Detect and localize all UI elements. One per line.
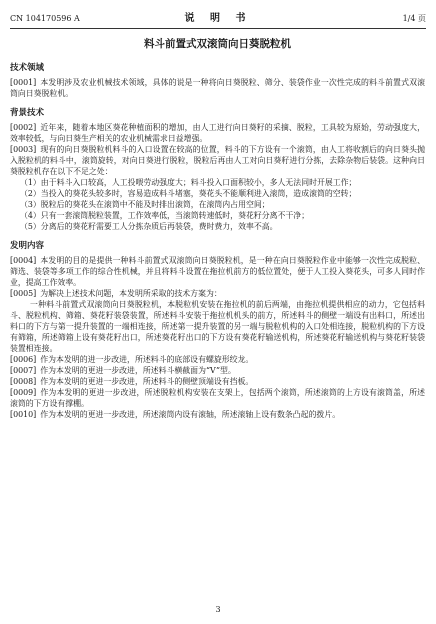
paragraph-number: [0003] <box>10 145 37 154</box>
paragraph-text: 本发明涉及农业机械技术领域，具体的说是一种将向日葵脱粒、筛分、装袋作业一次性完成的料斗前置式双滚筒向日葵脱粒机。 <box>10 78 425 98</box>
paragraph-0005-continued: 一种料斗前置式双滚筒向日葵脱粒机，本脱粒机安装在拖拉机的前后两端，由拖拉机提供相应的动力，它包括料斗、脱粒机构、筛箱、葵花籽装袋装置，所述料斗安装于拖拉机机头的前方，所述料斗的侧壁一端设有出料口，所述出料口的下方与第一提升装置的一端相连接，所述第一提升装置的另一端与脱粒机构的入口处相连接，脱粒机构的下方设有筛箱，所述筛箱上设有葵花籽出口，所述葵花籽出口的下方设有葵花籽输送机构，所述葵花籽输送机构与葵花籽装袋装置相连接。 <box>10 300 425 353</box>
paragraph-text: 现有的向日葵脱粒机料斗的入口设置在较高的位置，料斗的下方设有一个滚筒，由人工将收割后的向日葵头抛入脱粒机的料斗中，滚筒旋转，对向日葵进行脱粒，脱粒后再由人工对向日葵籽进行分拣，去除杂物后装袋。这种向日葵脱粒机存在以下不足之处： <box>10 145 425 176</box>
header-rule <box>10 28 426 29</box>
paragraph-number: [0007] <box>10 366 37 375</box>
paragraph-text: 为解决上述技术问题，本发明所采取的技术方案为： <box>40 289 222 298</box>
paragraph-0008 <box>10 376 425 387</box>
page-number: 3 <box>215 605 221 614</box>
paragraph-text: 作为本发明的进一步改进，所述料斗的底部设有螺旋形绞龙。 <box>40 355 254 364</box>
page-ref: 1/4 页 <box>402 14 426 23</box>
paragraph-0006 <box>10 354 425 365</box>
paragraph-0005 <box>10 288 425 299</box>
paragraph-number: [0001] <box>10 78 37 87</box>
list-item: （4）只有一套滚筒脱粒装置，工作效率低，当滚筒转速低时，葵花籽分离不干净； <box>20 211 310 220</box>
heading-background: 背景技术 <box>10 108 45 118</box>
list-item: （1）由于料斗入口较高，人工投喂劳动强度大；料斗投入口面积较小，多人无法同时开展工作； <box>20 178 357 187</box>
paragraph-text: 本发明的目的是提供一种料斗前置式双滚筒向日葵脱粒机，是一种在向日葵脱粒作业中能够一次性完成脱粒、筛选、装袋等多项工作的综合性机械，并且将料斗设置在拖拉机前方的低位置处，便于人工投入葵花头，可多人同时作业，提高工作效率。 <box>10 256 425 287</box>
paragraph-number: [0002] <box>10 123 37 132</box>
paragraph-text: 作为本发明的更进一步改进，所述滚筒内设有滚轴，所述滚轴上设有数条凸起的拨片。 <box>40 410 341 419</box>
paragraph-0010 <box>10 409 425 420</box>
paragraph-0001 <box>10 77 425 99</box>
section-title: 说 明 书 <box>184 13 252 24</box>
heading-tech-field: 技术领域 <box>10 63 45 73</box>
paragraph-number: [0009] <box>10 388 37 397</box>
paragraph-number: [0008] <box>10 377 37 386</box>
paragraph-number: [0004] <box>10 256 37 265</box>
list-item: （5）分离后的葵花籽需要工人分拣杂质后再装袋，费时费力，效率不高。 <box>20 222 278 231</box>
paragraph-0003 <box>10 144 425 177</box>
heading-content: 发明内容 <box>10 241 45 251</box>
paragraph-0002 <box>10 122 425 144</box>
paragraph-number: [0010] <box>10 410 37 419</box>
list-item: （2）当投入的葵花头较多时，容易造成料斗堵塞，葵花头不能顺利进入滚筒，造成滚筒的空转； <box>20 189 357 198</box>
paragraph-text: 作为本发明的更进一步改进，所述料斗的侧壁顶端设有挡板。 <box>40 377 254 386</box>
paragraph-0007 <box>10 365 425 376</box>
paragraph-number: [0006] <box>10 355 37 364</box>
paragraph-text: 近年来，随着本地区葵花种植面积的增加，由人工进行向日葵籽的采摘、脱粒，工具较为原始，劳动强度大，效率较低，与向日葵生产相关的农业机械需求日益增强。 <box>10 123 425 143</box>
doc-title: 料斗前置式双滚筒向日葵脱粒机 <box>144 38 291 50</box>
paragraph-0004 <box>10 255 425 288</box>
doc-number: CN 104170596 A <box>10 14 80 23</box>
list-item: （3）脱粒后的葵花头在滚筒中不能及时排出滚筒，在滚筒内占用空间； <box>20 200 270 209</box>
paragraph-0009 <box>10 387 425 409</box>
page-header <box>10 12 426 26</box>
document-body <box>10 33 425 420</box>
paragraph-text: 作为本发明的更进一步改进，所述脱粒机构安装在支架上，包括两个滚筒，所述滚筒的上方设有滚筒盖，所述滚筒的下方设有撑棚。 <box>10 388 425 408</box>
paragraph-number: [0005] <box>10 289 37 298</box>
paragraph-text: 作为本发明的更进一步改进，所述料斗横截面为“V”型。 <box>40 366 236 375</box>
